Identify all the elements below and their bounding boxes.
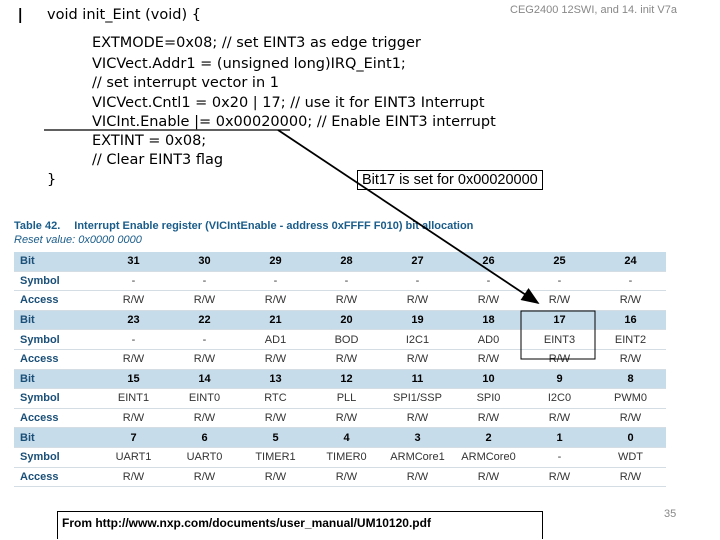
table-cell: 15 [98, 369, 169, 389]
table-cell: WDT [595, 447, 666, 467]
code-line-extint: EXTINT = 0x08; [92, 133, 207, 149]
row-header: Bit [14, 369, 98, 389]
code-line-vicvectcntl: VICVect.Cntl1 = 0x20 | 17; // use it for EINT3 Interrupt [92, 95, 485, 111]
table-cell: - [311, 271, 382, 291]
code-line-closing-brace: } [47, 172, 57, 188]
page-number: 35 [664, 508, 677, 520]
table-cell: UART1 [98, 447, 169, 467]
table-cell: PWM0 [595, 389, 666, 409]
table-cell: - [98, 330, 169, 350]
table-cell: - [98, 271, 169, 291]
table-cell: 8 [595, 369, 666, 389]
table-cell: 5 [240, 428, 311, 448]
row-header: Access [14, 408, 98, 428]
table-cell: 27 [382, 252, 453, 271]
table-cell: 20 [311, 310, 382, 330]
table-cell: R/W [382, 291, 453, 311]
row-header: Symbol [14, 271, 98, 291]
table-cell: - [169, 330, 240, 350]
table-cell: R/W [98, 467, 169, 487]
table-cell: EINT1 [98, 389, 169, 409]
table-cell: SPI1/SSP [382, 389, 453, 409]
table-cell: EINT2 [595, 330, 666, 350]
table-cell: R/W [311, 291, 382, 311]
code-line-function-header: void init_Eint (void) { [47, 7, 201, 23]
row-header: Bit [14, 428, 98, 448]
table-cell: 2 [453, 428, 524, 448]
table-cell: R/W [98, 291, 169, 311]
table-cell: 4 [311, 428, 382, 448]
table-cell: R/W [382, 467, 453, 487]
row-header: Access [14, 349, 98, 369]
table-cell: 7 [98, 428, 169, 448]
row-header: Access [14, 291, 98, 311]
slide-bullet: l [18, 6, 23, 28]
table-cell: EINT3 [524, 330, 595, 350]
table-cell: R/W [240, 349, 311, 369]
table-title-text: Interrupt Enable register (VICIntEnable - address 0xFFFF F010) bit allocation [74, 220, 474, 232]
table-cell: 31 [98, 252, 169, 271]
table-cell: R/W [311, 467, 382, 487]
table-cell: R/W [524, 467, 595, 487]
table-cell: R/W [382, 408, 453, 428]
table-cell: 9 [524, 369, 595, 389]
slide-header: CEG2400 12SWI, and 14. init V7a [510, 4, 677, 16]
code-line-comment-vector: // set interrupt vector in 1 [92, 75, 279, 91]
table-cell: AD1 [240, 330, 311, 350]
table-cell: 28 [311, 252, 382, 271]
table-cell: R/W [240, 291, 311, 311]
table-cell: TIMER1 [240, 447, 311, 467]
table-cell: R/W [595, 408, 666, 428]
table-cell: 26 [453, 252, 524, 271]
table-cell: AD0 [453, 330, 524, 350]
table-cell: R/W [453, 467, 524, 487]
table-cell: R/W [169, 291, 240, 311]
table-cell: 1 [524, 428, 595, 448]
table-cell: 14 [169, 369, 240, 389]
table-cell: - [382, 271, 453, 291]
code-line-comment-clear: // Clear EINT3 flag [92, 152, 224, 168]
table-cell: R/W [311, 408, 382, 428]
table-cell: 17 [524, 310, 595, 330]
table-cell: 11 [382, 369, 453, 389]
table-cell: PLL [311, 389, 382, 409]
code-line-vicvectaddr: VICVect.Addr1 = (unsigned long)IRQ_Eint1; [92, 56, 406, 72]
table-cell: 13 [240, 369, 311, 389]
pointer-arrow [278, 130, 538, 303]
table-cell: - [169, 271, 240, 291]
table-cell: R/W [453, 408, 524, 428]
table-cell: R/W [169, 408, 240, 428]
table-cell: UART0 [169, 447, 240, 467]
row-header: Symbol [14, 447, 98, 467]
table-cell: R/W [453, 349, 524, 369]
table-cell: R/W [169, 467, 240, 487]
table-cell: RTC [240, 389, 311, 409]
table-cell: - [524, 271, 595, 291]
table-cell: R/W [169, 349, 240, 369]
table-cell: R/W [595, 467, 666, 487]
table-cell: 22 [169, 310, 240, 330]
table-cell: R/W [382, 349, 453, 369]
table-cell: R/W [311, 349, 382, 369]
table-cell: R/W [98, 408, 169, 428]
bit17-callout: Bit17 is set for 0x00020000 [357, 170, 543, 190]
table-cell: 0 [595, 428, 666, 448]
table-cell: 21 [240, 310, 311, 330]
table-cell: R/W [524, 291, 595, 311]
table-cell: - [595, 271, 666, 291]
row-header: Bit [14, 252, 98, 271]
table-cell: 16 [595, 310, 666, 330]
table-cell: 18 [453, 310, 524, 330]
table-cell: R/W [453, 291, 524, 311]
bit17-highlight-box [521, 311, 595, 359]
table-cell: R/W [240, 467, 311, 487]
table-cell: R/W [524, 408, 595, 428]
table-cell: ARMCore1 [382, 447, 453, 467]
table-cell: EINT0 [169, 389, 240, 409]
row-header: Symbol [14, 330, 98, 350]
table-cell: 10 [453, 369, 524, 389]
reset-value: Reset value: 0x0000 0000 [14, 234, 142, 246]
table-cell: I2C0 [524, 389, 595, 409]
table-cell: R/W [524, 349, 595, 369]
table-cell: TIMER0 [311, 447, 382, 467]
row-header: Bit [14, 310, 98, 330]
table-cell: 6 [169, 428, 240, 448]
table-cell: - [453, 271, 524, 291]
table-number: Table 42. [14, 220, 61, 232]
table-cell: - [240, 271, 311, 291]
row-header: Access [14, 467, 98, 487]
table-cell: 19 [382, 310, 453, 330]
table-cell: - [524, 447, 595, 467]
code-line-vicintenable: VICInt.Enable |= 0x00020000; // Enable EINT3 interrupt [92, 114, 496, 130]
table-cell: 24 [595, 252, 666, 271]
table-cell: 29 [240, 252, 311, 271]
table-cell: BOD [311, 330, 382, 350]
table-cell: I2C1 [382, 330, 453, 350]
table-cell: R/W [595, 349, 666, 369]
table-cell: 12 [311, 369, 382, 389]
table-cell: SPI0 [453, 389, 524, 409]
code-line-extmode: EXTMODE=0x08; // set EINT3 as edge trigger [92, 35, 421, 51]
table-cell: ARMCore0 [453, 447, 524, 467]
table-cell: 30 [169, 252, 240, 271]
table-cell: 3 [382, 428, 453, 448]
row-header: Symbol [14, 389, 98, 409]
table-cell: R/W [98, 349, 169, 369]
table-cell: R/W [240, 408, 311, 428]
table-cell: 25 [524, 252, 595, 271]
table-cell: R/W [595, 291, 666, 311]
table-cell: 23 [98, 310, 169, 330]
source-reference: From http://www.nxp.com/documents/user_manual/UM10120.pdf [57, 511, 543, 539]
